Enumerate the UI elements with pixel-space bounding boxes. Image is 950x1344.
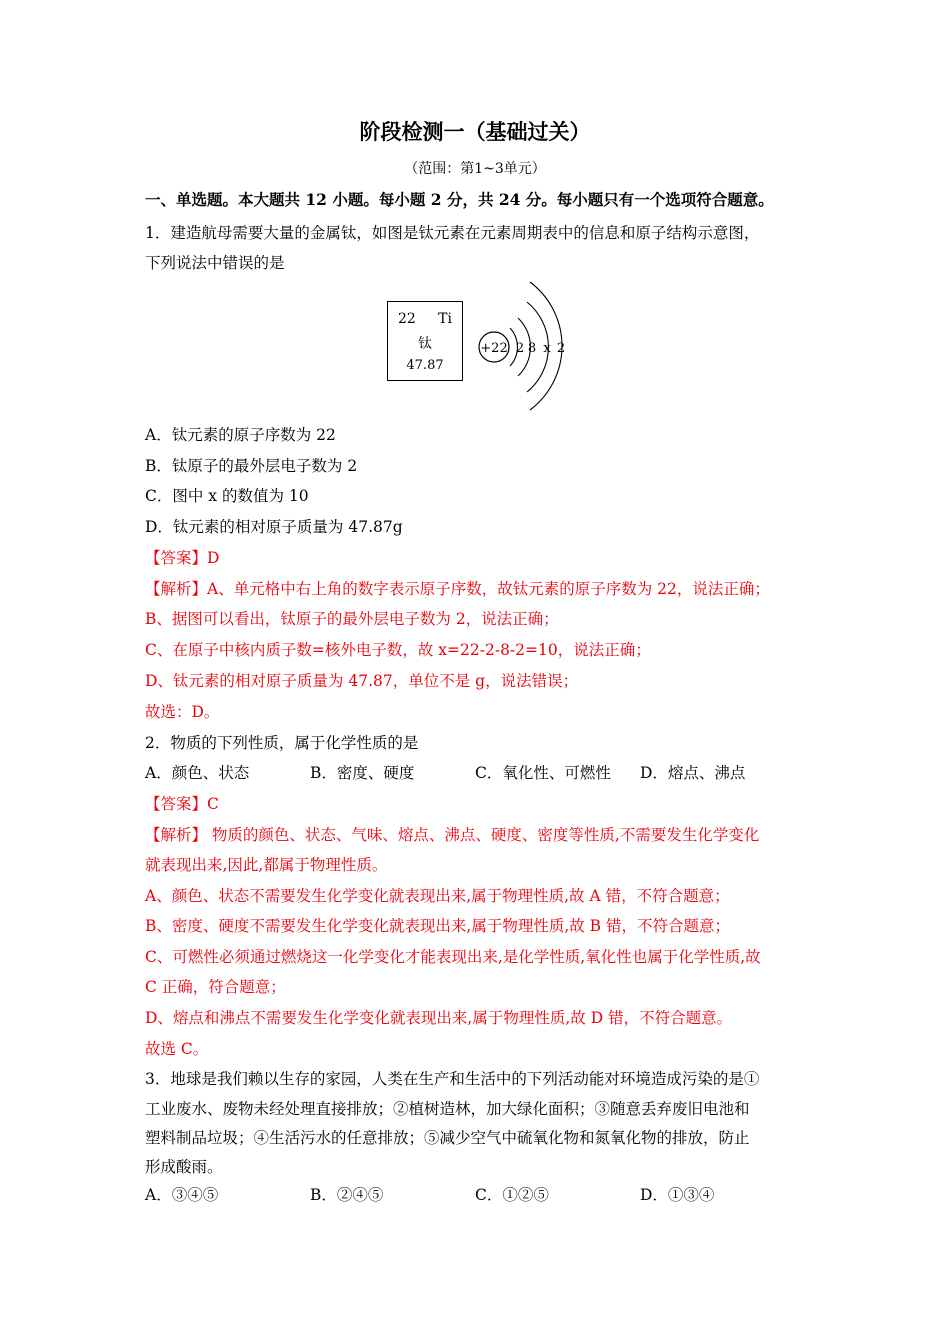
q1-option-d: D．钛元素的相对原子质量为 47.87g — [145, 518, 403, 536]
q2-option-d: D．熔点、沸点 — [640, 764, 746, 782]
q2-option-c: C．氧化性、可燃性 — [475, 764, 611, 782]
atom-structure-diagram — [472, 280, 582, 412]
q3-stem-line: 工业废水、废物未经处理直接排放；②植树造林，加大绿化面积；③随意丢弃废旧电池和 — [145, 1100, 750, 1118]
nucleus-charge: +22 — [480, 341, 508, 356]
section-heading: 一、单选题。本大题共 12 小题。每小题 2 分，共 24 分。每小题只有一个选项符合题意。 — [145, 190, 774, 209]
q1-stem-line1: 1．建造航母需要大量的金属钛，如图是钛元素在元素周期表中的信息和原子结构示意图， — [145, 224, 760, 242]
periodic-table-cell — [387, 301, 463, 381]
q2-analysis-line: C 正确，符合题意； — [145, 978, 286, 996]
atomic-mass: 47.87 — [406, 358, 444, 373]
q3-option-c: C．①②⑤ — [475, 1186, 549, 1204]
page-title: 阶段检测一（基础过关） — [359, 119, 591, 144]
q1-option-b: B．钛原子的最外层电子数为 2 — [145, 457, 358, 475]
q1-option-c: C．图中 x 的数值为 10 — [145, 487, 309, 505]
q2-analysis-line: D、熔点和沸点不需要发生化学变化就表现出来,属于物理性质,故 D 错，不符合题意。 — [145, 1009, 733, 1027]
element-symbol: Ti — [438, 311, 452, 327]
q3-option-b: B．②④⑤ — [310, 1186, 384, 1204]
element-name: 钛 — [418, 336, 432, 352]
atomic-number: 22 — [398, 311, 416, 327]
q2-analysis-line: 故选 C。 — [145, 1040, 209, 1058]
q1-analysis-line: B、据图可以看出，钛原子的最外层电子数为 2，说法正确； — [145, 610, 559, 628]
q2-analysis-line: B、密度、硬度不需要发生化学变化就表现出来,属于物理性质,故 B 错，不符合题意； — [145, 917, 730, 935]
q2-analysis-line: A、颜色、状态不需要发生化学变化就表现出来,属于物理性质,故 A 错，不符合题意； — [145, 887, 730, 905]
q3-option-d: D．①③④ — [640, 1186, 715, 1204]
q1-analysis-line: 故选：D。 — [145, 703, 220, 721]
q2-analysis-line: 就表现出来,因此,都属于物理性质。 — [145, 856, 388, 874]
q2-option-b: B．密度、硬度 — [310, 764, 415, 782]
q1-analysis-line: D、钛元素的相对原子质量为 47.87，单位不是 g，说法错误； — [145, 672, 579, 690]
q1-stem-line2: 下列说法中错误的是 — [145, 254, 285, 272]
q1-answer: 【答案】D — [145, 549, 220, 567]
q2-option-a: A．颜色、状态 — [145, 764, 250, 782]
q2-analysis-line: 【解析】 物质的颜色、状态、气味、熔点、沸点、硬度、密度等性质,不需要发生化学变化 — [145, 826, 760, 844]
q3-stem-line: 形成酸雨。 — [145, 1158, 223, 1176]
q2-stem: 2．物质的下列性质，属于化学性质的是 — [145, 734, 419, 752]
q2-analysis-line: C、可燃性必须通过燃烧这一化学变化才能表现出来,是化学性质,氧化性也属于化学性质,故 — [145, 948, 761, 966]
page-subtitle: （范围：第1~3单元） — [404, 161, 546, 177]
q2-answer: 【答案】C — [145, 795, 219, 813]
q1-analysis-line: C、在原子中核内质子数=核外电子数，故 x=22-2-8-2=10，说法正确； — [145, 641, 651, 659]
q3-stem-line: 塑料制品垃圾；④生活污水的任意排放；⑤减少空气中硫氧化物和氮氧化物的排放，防止 — [145, 1129, 750, 1147]
q1-option-a: A．钛元素的原子序数为 22 — [145, 426, 336, 444]
shell-electrons-4: 2 — [556, 341, 566, 356]
q3-option-a: A．③④⑤ — [145, 1186, 219, 1204]
shell-electrons-1: 2 — [515, 341, 525, 356]
shell-electrons-2: 8 — [527, 341, 537, 356]
q1-analysis-line: 【解析】A、单元格中右上角的数字表示原子序数，故钛元素的原子序数为 22，说法正确； — [145, 580, 770, 598]
shell-electrons-3: x — [543, 341, 551, 356]
q3-stem-line: 3．地球是我们赖以生存的家园，人类在生产和生活中的下列活动能对环境造成污染的是① — [145, 1070, 760, 1088]
